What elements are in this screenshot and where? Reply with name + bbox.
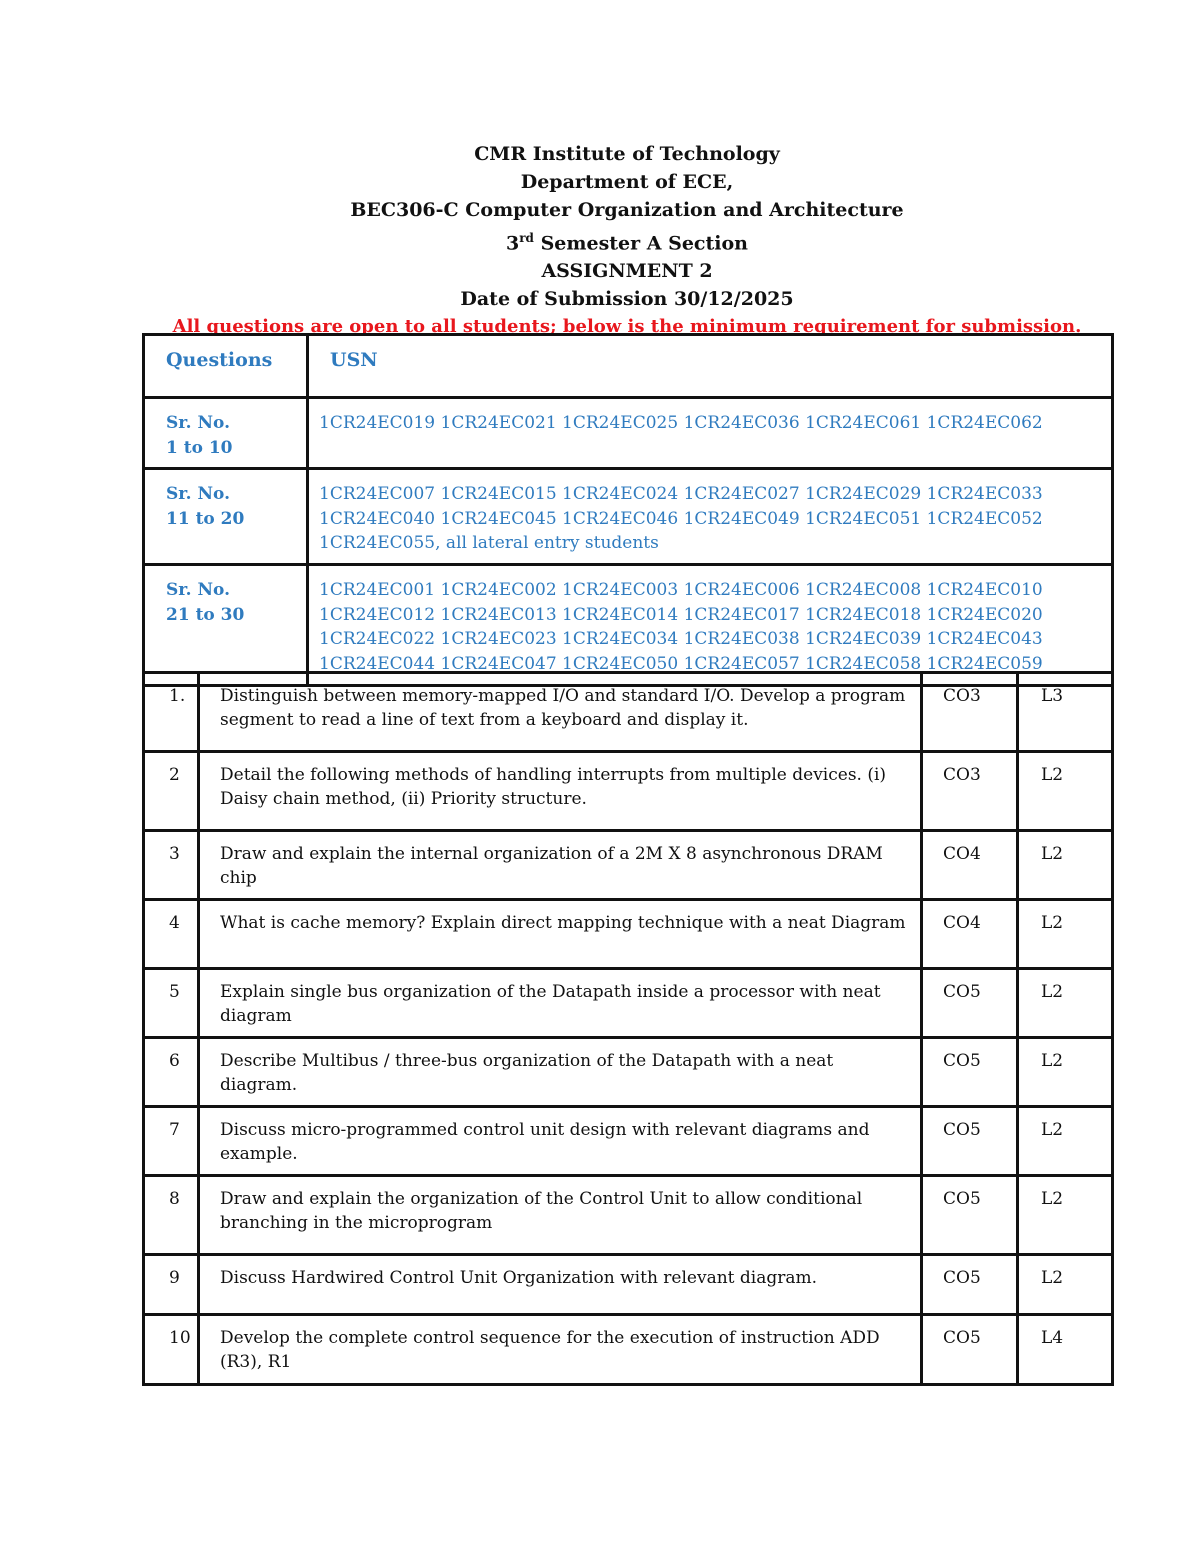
question-row bbox=[144, 900, 1113, 969]
bloom-level: L2 bbox=[1018, 969, 1113, 1038]
question-row bbox=[144, 673, 1113, 752]
question-range-label: Sr. No. bbox=[166, 484, 231, 504]
course-outcome: CO5 bbox=[922, 969, 1018, 1038]
usn-column-header: USN bbox=[308, 335, 1113, 398]
question-range-values: 1 to 10 bbox=[166, 437, 233, 458]
question-number: 2 bbox=[144, 752, 199, 831]
question-text: Draw and explain the organization of the Control Unit to allow conditional branching in the microprogram bbox=[199, 1176, 922, 1255]
usn-list-line: 1CR24EC055, all lateral entry students bbox=[319, 533, 659, 553]
semester-suffix: rd bbox=[519, 231, 534, 245]
question-row bbox=[144, 831, 1113, 900]
question-text: Discuss Hardwired Control Unit Organization with relevant diagram. bbox=[199, 1255, 922, 1315]
institute-name: CMR Institute of Technology bbox=[474, 143, 780, 165]
question-text: Detail the following methods of handling interrupts from multiple devices. (i) Daisy chain method, (ii) Priority structure. bbox=[199, 752, 922, 831]
course-outcome: CO4 bbox=[922, 900, 1018, 969]
usn-list-line: 1CR24EC007 1CR24EC015 1CR24EC024 1CR24EC027 1CR24EC029 1CR24EC033 bbox=[319, 484, 1043, 504]
usn-table-header bbox=[144, 335, 1113, 398]
question-text: What is cache memory? Explain direct mapping technique with a neat Diagram bbox=[199, 900, 922, 969]
question-number: 5 bbox=[144, 969, 199, 1038]
course-outcome: CO4 bbox=[922, 831, 1018, 900]
question-range bbox=[144, 469, 308, 565]
question-text: Explain single bus organization of the Datapath inside a processor with neat diagram bbox=[199, 969, 922, 1038]
question-number: 3 bbox=[144, 831, 199, 900]
course-outcome: CO5 bbox=[922, 1107, 1018, 1176]
course-outcome: CO3 bbox=[922, 673, 1018, 752]
semester-text: Semester A Section bbox=[533, 232, 748, 255]
bloom-level: L2 bbox=[1018, 831, 1113, 900]
bloom-level: L2 bbox=[1018, 1176, 1113, 1255]
semester-line bbox=[0, 224, 1200, 257]
bloom-level: L2 bbox=[1018, 1107, 1113, 1176]
question-range-values: 21 to 30 bbox=[166, 604, 245, 625]
course-outcome: CO5 bbox=[922, 1176, 1018, 1255]
course-title: BEC306-C Computer Organization and Architecture bbox=[350, 199, 904, 221]
question-number: 7 bbox=[144, 1107, 199, 1176]
bloom-level: L4 bbox=[1018, 1315, 1113, 1385]
question-range-label: Sr. No. bbox=[166, 580, 231, 600]
question-text: Distinguish between memory-mapped I/O and standard I/O. Develop a program segment to read a line of text from a keyboard and display it. bbox=[199, 673, 922, 752]
bloom-level: L2 bbox=[1018, 752, 1113, 831]
usn-row bbox=[144, 565, 1113, 686]
usn-row bbox=[144, 469, 1113, 565]
bloom-level: L2 bbox=[1018, 900, 1113, 969]
question-text: Describe Multibus / three-bus organization of the Datapath with a neat diagram. bbox=[199, 1038, 922, 1107]
document-header bbox=[0, 140, 1200, 340]
question-number: 10 bbox=[144, 1315, 199, 1385]
course-outcome: CO5 bbox=[922, 1255, 1018, 1315]
questions-column-header: Questions bbox=[144, 335, 308, 398]
usn-list-line: 1CR24EC001 1CR24EC002 1CR24EC003 1CR24EC006 1CR24EC008 1CR24EC010 bbox=[319, 580, 1043, 600]
usn-list-line: 1CR24EC019 1CR24EC021 1CR24EC025 1CR24EC036 1CR24EC061 1CR24EC062 bbox=[319, 413, 1043, 433]
question-row bbox=[144, 1315, 1113, 1385]
question-number: 4 bbox=[144, 900, 199, 969]
usn-list-line: 1CR24EC022 1CR24EC023 1CR24EC034 1CR24EC038 1CR24EC039 1CR24EC043 bbox=[319, 629, 1043, 649]
usn-row bbox=[144, 398, 1113, 469]
question-number: 1. bbox=[144, 673, 199, 752]
usn-list-line: 1CR24EC040 1CR24EC045 1CR24EC046 1CR24EC049 1CR24EC051 1CR24EC052 bbox=[319, 508, 1043, 529]
assignment-title: ASSIGNMENT 2 bbox=[541, 260, 713, 283]
question-text: Discuss micro-programmed control unit design with relevant diagrams and example. bbox=[199, 1107, 922, 1176]
usn-allocation-table bbox=[142, 333, 1114, 687]
question-row bbox=[144, 1176, 1113, 1255]
submission-date: Date of Submission 30/12/2025 bbox=[460, 288, 794, 311]
question-range bbox=[144, 565, 308, 686]
usn-list-line: 1CR24EC012 1CR24EC013 1CR24EC014 1CR24EC017 1CR24EC018 1CR24EC020 bbox=[319, 604, 1043, 625]
course-outcome: CO3 bbox=[922, 752, 1018, 831]
questions-table bbox=[142, 671, 1114, 1386]
usn-list bbox=[308, 469, 1113, 565]
question-text: Develop the complete control sequence for the execution of instruction ADD (R3), R1 bbox=[199, 1315, 922, 1385]
usn-list bbox=[308, 565, 1113, 686]
bloom-level: L3 bbox=[1018, 673, 1113, 752]
submission-notice: All questions are open to all students; below is the minimum requirement for submission. bbox=[172, 316, 1082, 338]
question-row bbox=[144, 969, 1113, 1038]
department-name: Department of ECE, bbox=[520, 171, 734, 193]
question-row bbox=[144, 752, 1113, 831]
course-outcome: CO5 bbox=[922, 1315, 1018, 1385]
question-text: Draw and explain the internal organization of a 2M X 8 asynchronous DRAM chip bbox=[199, 831, 922, 900]
question-row bbox=[144, 1107, 1113, 1176]
question-number: 8 bbox=[144, 1176, 199, 1255]
bloom-level: L2 bbox=[1018, 1255, 1113, 1315]
question-number: 6 bbox=[144, 1038, 199, 1107]
bloom-level: L2 bbox=[1018, 1038, 1113, 1107]
question-range-values: 11 to 20 bbox=[166, 508, 245, 529]
usn-list-line: 1CR24EC044 1CR24EC047 1CR24EC050 1CR24EC057 1CR24EC058 1CR24EC059 bbox=[319, 653, 1043, 674]
usn-list bbox=[308, 398, 1113, 469]
question-range-label: Sr. No. bbox=[166, 413, 231, 433]
question-range bbox=[144, 398, 308, 469]
semester-number: 3 bbox=[506, 232, 520, 255]
question-number: 9 bbox=[144, 1255, 199, 1315]
question-row bbox=[144, 1038, 1113, 1107]
course-outcome: CO5 bbox=[922, 1038, 1018, 1107]
question-row bbox=[144, 1255, 1113, 1315]
